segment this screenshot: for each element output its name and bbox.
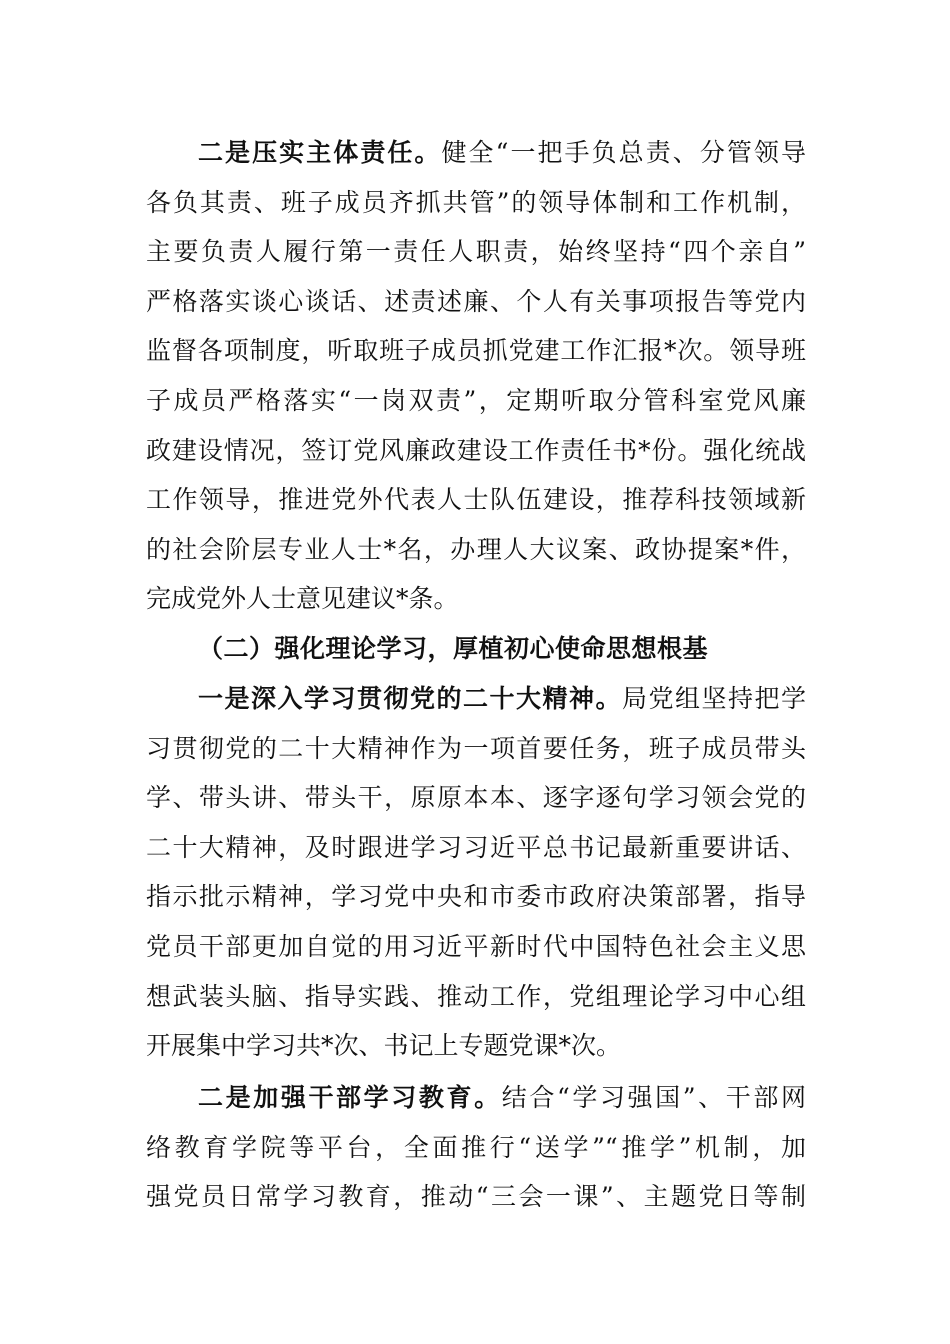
paragraph-line: 想武装头脑、指导实践、推动工作，党组理论学习中心组 <box>146 981 806 1011</box>
paragraph-line: 子成员严格落实“一岗双责”，定期听取分管科室党风廉 <box>146 385 806 415</box>
paragraph-line: 指示批示精神，学习党中央和市委市政府决策部署，指导 <box>146 882 806 912</box>
paragraph-line: 监督各项制度，听取班子成员抓党建工作汇报*次。领导班 <box>146 336 806 366</box>
paragraph-line: 强党员日常学习教育，推动“三会一课”、主题党日等制 <box>146 1182 806 1212</box>
paragraph-line: 的社会阶层专业人士*名，办理人大议案、政协提案*件， <box>146 534 806 564</box>
paragraph-study-spirit <box>146 674 806 1071</box>
paragraph-last-line: 开展集中学习共*次、书记上专题党课*次。 <box>146 1031 622 1061</box>
paragraph-line: 工作领导，推进党外代表人士队伍建设，推荐科技领域新 <box>146 485 806 515</box>
paragraph-last-line: 完成党外人士意见建议*条。 <box>146 584 459 614</box>
paragraph-responsibility <box>146 128 806 624</box>
paragraph-first-line <box>146 128 806 178</box>
paragraph-first-line <box>146 1073 806 1123</box>
paragraph-lead: 二是加强干部学习教育。 <box>198 1083 502 1112</box>
paragraph-text: 结合“学习强国”、干部网 <box>501 1083 806 1112</box>
paragraph-line: 二十大精神，及时跟进学习习近平总书记最新重要讲话、 <box>146 832 806 862</box>
paragraph-text: 健全“一把手负总责、分管领导 <box>441 138 806 167</box>
paragraph-first-line <box>146 674 806 724</box>
section-heading: （二）强化理论学习，厚植初心使命思想根基 <box>198 634 709 663</box>
paragraph-line: 学、带头讲、带头干，原原本本、逐字逐句学习领会党的 <box>146 783 806 813</box>
paragraph-line: 络教育学院等平台，全面推行“送学”“推学”机制，加 <box>146 1132 806 1162</box>
paragraph-line: 政建设情况，签订党风廉政建设工作责任书*份。强化统战 <box>146 435 806 465</box>
paragraph-text: 局党组坚持把学 <box>621 684 806 713</box>
paragraph-lead: 二是压实主体责任。 <box>198 138 442 167</box>
paragraph-line: 各负其责、班子成员齐抓共管”的领导体制和工作机制， <box>146 187 806 217</box>
paragraph-lead: 一是深入学习贯彻党的二十大精神。 <box>198 684 622 713</box>
paragraph-line: 严格落实谈心谈话、述责述廉、个人有关事项报告等党内 <box>146 286 806 316</box>
paragraph-line: 党员干部更加自觉的用习近平新时代中国特色社会主义思 <box>146 931 806 961</box>
paragraph-cadre-education <box>146 1073 806 1222</box>
paragraph-line: 习贯彻党的二十大精神作为一项首要任务，班子成员带头 <box>146 733 806 763</box>
paragraph-line: 主要负责人履行第一责任人职责，始终坚持“四个亲自” <box>146 237 806 267</box>
